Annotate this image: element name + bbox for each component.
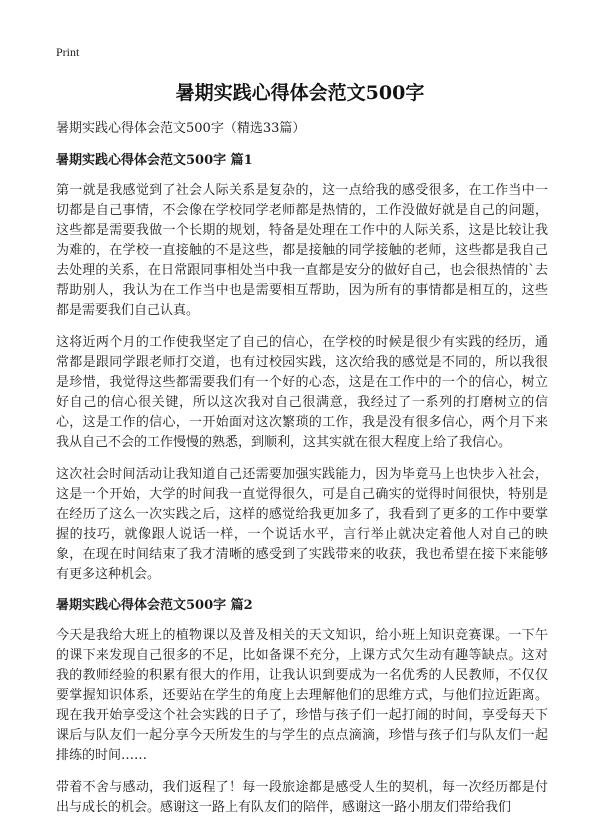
paragraph: 这次社会时间活动让我知道自己还需要加强实践能力，因为毕竟马上也快步入社会，这是一个开始，大学的时间我一直觉得很久，可是自己确实的觉得时间很快，特别是在经历了这么一次实践之后，这样的感觉给我更加多了，我看到了更多的工作中要掌握的技巧，就像跟人说话一样，一个说话水平，言行举止就决定着他人对自己的映象，在现在时间结束了我才清晰的感受到了实践带来的收获，我也希望在接下来能够有更多这种机会。 bbox=[56, 467, 548, 582]
paragraph: 带着不舍与感动，我们返程了！每一段旅途都是感受人生的契机，每一次经历都是付出与成长的机会。感谢这一路上有队友们的陪伴，感谢这一路小朋友们带给我们 bbox=[56, 780, 548, 815]
page-title: 暑期实践心得体会范文500字 bbox=[175, 82, 425, 104]
article-body bbox=[56, 120, 548, 830]
paragraph: 今天是我给大班上的植物课以及普及相关的天文知识，给小班上知识竞赛课。一下午的课下来发现自己很多的不足，比如备课不充分，上课方式欠生动有趣等缺点。这对我的教师经验的积累有很大的作用，让我认识到要成为一名优秀的人民教师，不仅仅要掌握知识体系，还要站在学生的角度上去理解他们的思维方式，与他们拉近距离。现在我开始享受这个社会实践的日子了，珍惜与孩子们一起打闹的时间，享受每天下课后与队友们一起分享今天所发生的与学生的点点滴滴，珍惜与孩子们与队友们一起排练的时间…… bbox=[56, 628, 548, 763]
article-section-2 bbox=[56, 597, 548, 818]
section-heading-2: 暑期实践心得体会范文500字 篇2 bbox=[56, 598, 253, 613]
print-link[interactable]: Print bbox=[56, 45, 80, 59]
paragraph: 第一就是我感觉到了社会人际关系是复杂的，这一点给我的感受很多，在工作当中一切都是自己事情，不会像在学校同学老师都是热情的，工作没做好就是自己的问题，这些都是需要我做一个长期的规划，特备是处理在工作中的人际关系，这是比较让我为难的，在学校一直接触的不是这些，都是接触的同学接触的老师，这些都是我自己去处理的关系，在日常跟同事相处当中我一直都是安分的做好自己，也会很热情的`去帮助别人，我认为在工作当中也是需要相互帮助，因为所有的事情都是相互的，这些都是需要我们自己认真。 bbox=[56, 183, 548, 318]
article-subtitle: 暑期实践心得体会范文500字（精选33篇） bbox=[56, 121, 306, 136]
paragraph: 这将近两个月的工作使我坚定了自己的信心，在学校的时候是很少有实践的经历，通常都是跟同学跟老师打交道，也有过校园实践，这次给我的感觉是不同的，所以我很是珍惜，我觉得这些都需要我们有一个好的心态，这是在工作中的一个的信心，树立好自己的信心很关键，所以这次我对自己很满意，我经过了一系列的打磨树立的信心，这是工作的信心，一开始面对这次繁琐的工作，我是没有很多信心，两个月下来我从自己不会的工作慢慢的熟悉，到顺利，这其实就在很大程度上给了我信心。 bbox=[56, 335, 548, 450]
article-section-1 bbox=[56, 152, 548, 585]
section-heading-1: 暑期实践心得体会范文500字 篇1 bbox=[56, 153, 253, 168]
